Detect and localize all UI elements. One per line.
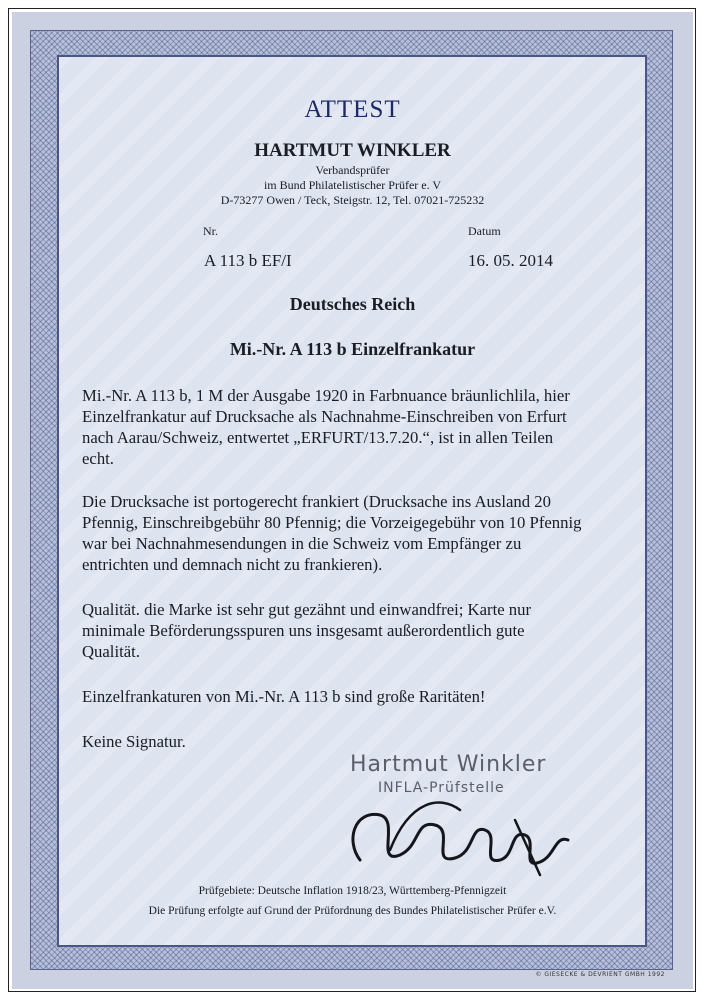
text-line: Die Drucksache ist portogerecht frankiert (Drucksache ins Ausland 20 [82,492,551,511]
text-line: minimale Beförderungsspuren uns insgesamt außerordentlich gute [82,621,525,640]
item-heading: Mi.-Nr. A 113 b Einzelfrankatur [229,339,476,359]
exam-regulations: Die Prüfung erfolgte auf Grund der Prüfordnung des Bundes Philatelistischer Prüfer e.V. [148,905,557,917]
handwritten-signature [340,780,600,885]
date-label: Datum [468,224,501,238]
examiner-name: HARTMUT WINKLER [254,140,451,161]
text-line: Pfennig, Einschreibgebühr 80 Pfennig; die Vorzeigegebühr von 10 Pfennig [82,513,582,532]
nr-value: A 113 b EF/I [204,251,292,270]
country-heading: Deutsches Reich [289,294,416,314]
examiner-address: D-73277 Owen / Teck, Steigstr. 12, Tel. 07021-725232 [220,193,485,207]
text-line: nach Aarau/Schweiz, entwertet „ERFURT/13.7.20.“, ist in allen Teilen [82,428,554,447]
examiner-role: Verbandsprüfer [315,163,390,177]
date-value: 16. 05. 2014 [468,251,553,270]
signature-note: Keine Signatur. [82,732,186,751]
stamp-name: Hartmut Winkler [350,752,547,777]
text-line: Qualität. [82,642,140,661]
text-line: echt. [82,449,114,468]
text-line: Mi.-Nr. A 113 b, 1 M der Ausgabe 1920 in Farbnuance bräunlichlila, hier [82,386,570,405]
nr-label: Nr. [203,224,218,238]
examiner-stamp [340,750,600,885]
text-line: war bei Nachnahmesendungen in die Schweiz vom Empfänger zu [82,534,522,553]
stamp-subline: INFLA-Prüfstelle [378,780,505,796]
printer-imprint: © GIESECKE & DEVRIENT GMBH 1992 [535,971,665,978]
examiner-association: im Bund Philatelistischer Prüfer e. V [263,178,442,192]
exam-areas: Prüfgebiete: Deutsche Inflation 1918/23, Württemberg-Pfennigzeit [198,885,507,897]
description-paragraph [82,385,657,469]
text-line: entrichten und demnach nicht zu frankieren). [82,555,383,574]
text-line: Qualität. die Marke ist sehr gut gezähnt und einwandfrei; Karte nur [82,600,532,619]
text-line: Einzelfrankatur auf Drucksache als Nachnahme-Einschreiben von Erfurt [82,407,567,426]
rarity-paragraph: Einzelfrankaturen von Mi.-Nr. A 113 b sind große Raritäten! [82,687,486,706]
certificate-title: ATTEST [304,96,401,123]
postage-paragraph [82,491,657,575]
quality-paragraph [82,599,657,662]
